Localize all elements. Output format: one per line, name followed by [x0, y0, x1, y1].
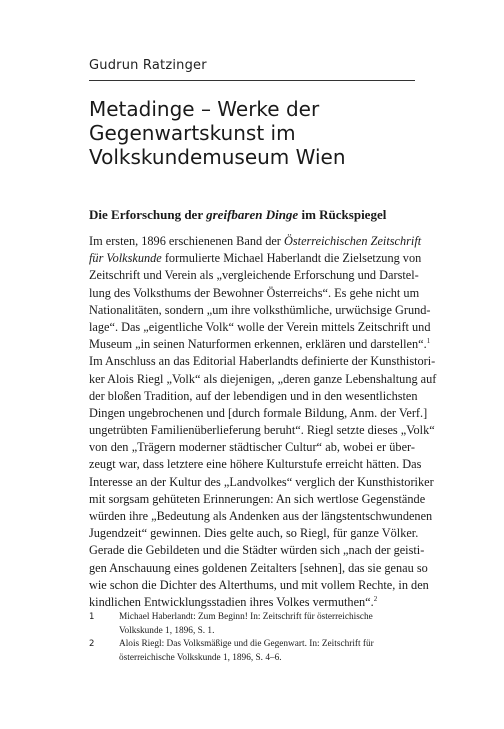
body-text-run: gen Anschauung eines goldenen Zeitalters [sehnen], das sie genau so: [89, 560, 428, 575]
chapter-title-line: Volkskundemuseum Wien: [89, 145, 346, 169]
chapter-title-line: Gegenwartskunst im: [89, 121, 296, 145]
section-heading-suffix: im Rückspiegel: [298, 207, 387, 222]
body-line: [89, 508, 433, 525]
body-text-run: von den „Trägern moderner städtischer Cultur“ ab, wobei er über-: [89, 440, 415, 455]
body-line: [89, 439, 415, 456]
body-line: [89, 388, 418, 405]
body-line: [89, 285, 420, 302]
body-line: [89, 560, 428, 577]
footnote: [89, 611, 419, 638]
body-text-run: Museum „in seinen Naturformen erkennen, erklären und darstellen“.: [89, 337, 427, 352]
body-line: [89, 474, 434, 491]
footnotes: [89, 611, 419, 665]
body-text-run: der bloßen Tradition, auf der lebendigen und in den wesentlichsten: [89, 388, 418, 403]
body-text-run: Jugendzeit“ gewinnen. Dies gelte auch, so Riegl, für ganze Völker.: [89, 526, 419, 541]
section-heading-italic: greifbaren Dinge: [206, 207, 299, 222]
body-text-run: formulierte Michael Haberlandt die Zielsetzung von: [161, 251, 422, 266]
body-text-run: zeugt war, dass letztere eine höhere Kulturstufe erreicht hätten. Das: [89, 457, 422, 472]
footnote-ref: 1: [426, 337, 431, 346]
body-line: [89, 456, 422, 473]
body-text-run: mit sorgsam gehüteten Erinnerungen: An sich wertlose Gegenstände: [89, 491, 426, 506]
section-heading-prefix: Die Erforschung der: [89, 207, 207, 222]
body-text-run: lage“. Das „eigentliche Volk“ wolle der Verein mittels Zeitschrift und: [89, 319, 431, 334]
body-text-run: Im ersten, 1896 erschienenen Band der: [89, 234, 284, 248]
author-name: Gudrun Ratzinger: [89, 58, 207, 73]
footnote-number: 2: [89, 639, 95, 650]
footnote-number: 1: [89, 612, 95, 622]
body-text-run: Zeitschrift und Verein als „vergleichende Erforschung und Darstel-: [89, 268, 419, 283]
body-text-run: Gerade die Gebildeten und die Städter würden sich „nach der geisti-: [89, 543, 425, 558]
body-text-run: Im Anschluss an das Editorial Haberlandts definierte der Kunsthistori-: [89, 354, 436, 369]
body-line: [89, 542, 425, 559]
footnote-text: österreichische Volkskunde 1, 1896, S. 4–6.: [119, 652, 282, 663]
body-text-run: ungetrübten Familienüberlieferung beruht“. Riegl setzte dieses „Volk“: [89, 423, 435, 438]
body-line: [89, 577, 429, 594]
footnote-text: Volkskunde 1, 1896, S. 1.: [119, 625, 215, 636]
footnote: [89, 638, 419, 665]
body-line: [89, 491, 426, 508]
body-text-run: Interesse an der Kultur des „Landvolkes“ verglich der Kunsthistoriker: [89, 474, 434, 489]
body-text-run: wie schon die Dichter des Alterthums, und mit vollem Rechte, in den: [89, 577, 429, 592]
body-line: [89, 405, 428, 422]
body-line: [89, 319, 431, 336]
header-rule: [89, 80, 415, 81]
body-line: [89, 594, 415, 611]
body-text-run: Nationalitäten, sondern „um ihre volksthümliche, urwüchsige Grund-: [89, 302, 431, 317]
footnote-text: Michael Haberlandt: Zum Beginn! In: Zeitschrift für österreichische: [119, 612, 373, 622]
body-italic-run: Österreichischen Zeitschrift: [283, 234, 422, 248]
footnote-text: Alois Riegl: Das Volksmäßige und die Gegenwart. In: Zeitschrift für: [119, 639, 374, 650]
body-line: [89, 422, 435, 439]
body-line: [89, 525, 419, 542]
section-heading: [89, 207, 386, 223]
footnote-ref: 2: [373, 594, 378, 603]
body-italic-run: für Volkskunde: [89, 251, 162, 266]
body-line: [89, 336, 431, 353]
body-line: [89, 233, 422, 250]
body-text-run: ker Alois Riegl „Volk“ als diejenigen, „deren ganze Lebenshaltung auf: [89, 371, 437, 386]
body-line: [89, 267, 419, 284]
chapter-title-line: Metadinge – Werke der: [89, 97, 320, 121]
body-line: [89, 353, 436, 370]
body-line: [89, 302, 431, 319]
chapter-title: [89, 97, 419, 169]
body-text-run: würden ihre „Bedeutung als Andenken aus der längstentschwundenen: [89, 509, 433, 523]
body-paragraph: [89, 233, 437, 611]
body-text-run: kindlichen Entwicklungsstadien ihres Volkes vermuthen“.: [89, 594, 374, 609]
body-text-run: Dingen ungebrochenen und [durch formale Bildung, Anm. der Verf.]: [89, 405, 428, 420]
body-text-run: lung des Volksthums der Bewohner Österreichs“. Es gehe nicht um: [89, 285, 420, 300]
body-line: [89, 371, 437, 388]
body-line: [89, 250, 422, 267]
